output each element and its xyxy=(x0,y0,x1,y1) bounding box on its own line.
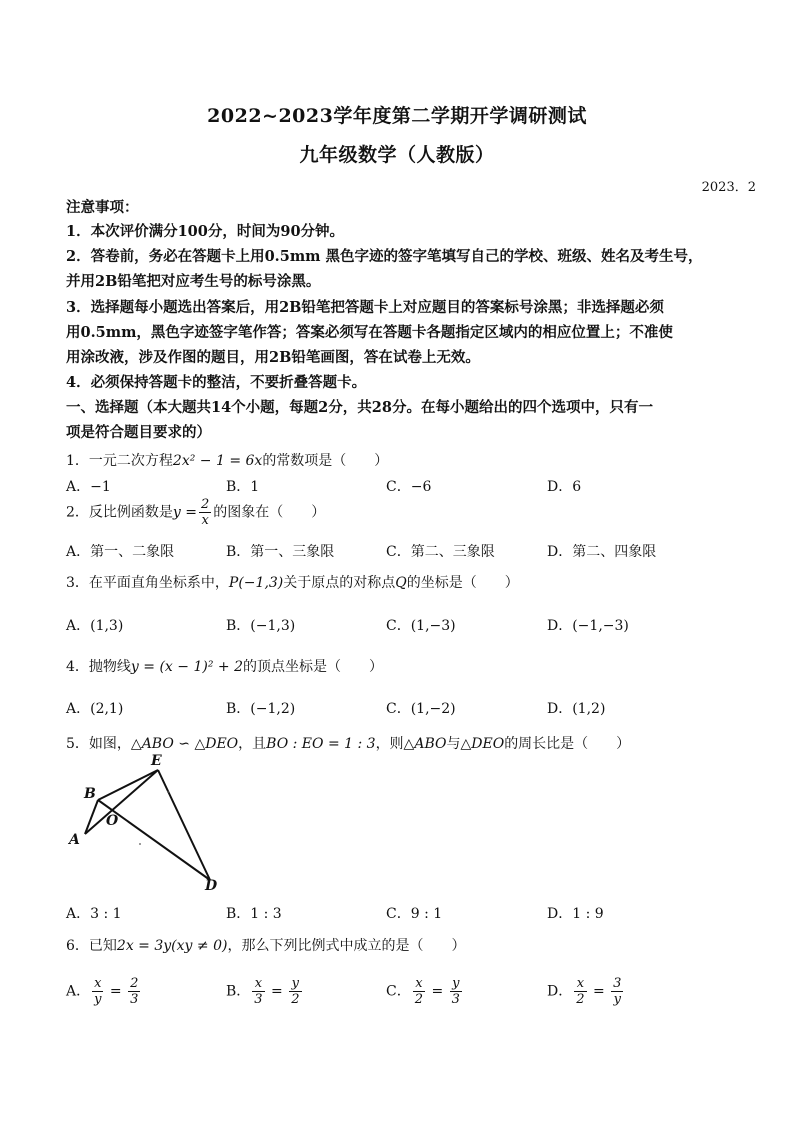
q6-option-d-frac-right xyxy=(611,976,623,1007)
q6-option-a-frac-right xyxy=(128,976,140,1007)
question-4-suffix: 的顶点坐标是（ ） xyxy=(242,659,383,675)
question-1-expr: 2x² − 1 = 6x xyxy=(172,453,263,469)
frac-den: 3 xyxy=(451,992,460,1007)
q1-option-c: C．−6 xyxy=(386,479,432,495)
question-2-fraction-den: x xyxy=(201,513,209,528)
question-5-text-1: 5．如图，△ xyxy=(66,736,142,752)
q6-option-b-frac-left xyxy=(252,976,264,1007)
question-3-mid: 关于原点的对称点 xyxy=(283,575,396,591)
frac-den: 2 xyxy=(291,992,300,1007)
q3-option-a: A．(1,3) xyxy=(66,618,124,634)
frac-num: y xyxy=(289,976,301,992)
note-3-line-2: 用0.5mm，黑色字迹签字笔作答；答案必须写在答题卡各题指定区域内的相应位置上；不准使 xyxy=(66,324,673,341)
question-3-point: P(−1,3) xyxy=(228,575,284,591)
question-5-text-2: ，且 xyxy=(238,736,267,752)
frac-den: y xyxy=(613,992,621,1007)
q2-option-a: A．第一、二象限 xyxy=(66,544,175,560)
label-a: A xyxy=(69,832,80,848)
q1-option-b: B．1 xyxy=(226,479,260,495)
label-e: E xyxy=(151,753,162,769)
note-4: 4．必须保持答题卡的整洁，不要折叠答题卡。 xyxy=(66,374,367,391)
q2-option-b: B．第一、三象限 xyxy=(226,544,335,560)
scan-dot xyxy=(167,791,169,793)
q6-option-b-label: B． xyxy=(226,983,251,1000)
question-5-abo-2: ABO xyxy=(414,736,447,752)
q3-option-d: D．(−1,−3) xyxy=(547,618,629,634)
q4-option-b: B．(−1,2) xyxy=(226,701,296,717)
exam-date: 2023．2 xyxy=(701,180,756,195)
segment-ed xyxy=(158,770,210,880)
frac-den: 3 xyxy=(130,992,139,1007)
question-5 xyxy=(66,733,630,753)
label-d: D xyxy=(205,878,218,892)
question-5-ratio: BO : EO = 1 : 3 xyxy=(266,736,376,752)
q1-option-a: A．−1 xyxy=(66,479,111,495)
question-4-expr: y = (x − 1)² + 2 xyxy=(130,659,243,675)
section-heading-line-1: 一、选择题（本大题共14个小题，每题2分，共28分。在每小题给出的四个选项中，只有一 xyxy=(66,399,653,416)
note-3-line-1: 3．选择题每小题选出答案后，用2B铅笔把答题卡上对应题目的答案标号涂黑；非选择题必须 xyxy=(66,299,664,316)
scan-dot xyxy=(139,843,141,845)
question-6-expr: 2x = 3y(xy ≠ 0) xyxy=(116,938,228,954)
frac-den: 2 xyxy=(576,992,585,1007)
label-o: O xyxy=(106,813,119,829)
frac-num: x xyxy=(252,976,264,992)
exam-subtitle: 九年级数学（人教版） xyxy=(299,144,495,166)
q6-option-d-frac-left xyxy=(574,976,586,1007)
question-4 xyxy=(66,656,383,676)
frac-num: x xyxy=(574,976,586,992)
question-3-suffix: 的坐标是（ ） xyxy=(406,575,519,591)
q2-option-d: D．第二、四象限 xyxy=(547,544,657,560)
question-5-abo: ABO xyxy=(141,736,174,752)
frac-num: x xyxy=(92,976,103,992)
q4-option-d: D．(1,2) xyxy=(547,701,606,717)
question-6 xyxy=(66,935,465,955)
segment-ae xyxy=(85,770,158,834)
q6-option-b: B． $\frac{x}{3}$ = $\frac{y}{2}$ xyxy=(226,976,300,1007)
q6-option-b-frac-right xyxy=(289,976,301,1007)
question-3-q: Q xyxy=(395,575,407,591)
q4-option-c: C．(1,−2) xyxy=(386,701,456,717)
question-5-deo-2: DEO xyxy=(471,736,505,752)
question-2-suffix: 的图象在（ ） xyxy=(213,504,326,521)
question-2-fraction-num: 2 xyxy=(201,497,210,512)
similar-triangles-figure xyxy=(60,752,230,892)
q3-option-b: B．(−1,3) xyxy=(226,618,296,634)
q6-option-c-frac-right xyxy=(450,976,462,1007)
question-5-deo: DEO xyxy=(205,736,239,752)
note-3-line-3: 用涂改液，涉及作图的题目，用2B铅笔画图，答在试卷上无效。 xyxy=(66,349,480,366)
note-1: 1．本次评价满分100分，时间为90分钟。 xyxy=(66,223,345,240)
frac-num: x xyxy=(413,976,425,992)
question-5-sim: ∽ △ xyxy=(173,736,206,752)
segment-bd xyxy=(98,800,210,880)
question-1 xyxy=(66,450,388,470)
q6-option-c-label: C． xyxy=(386,983,411,1000)
q2-option-c: C．第二、三象限 xyxy=(386,544,495,560)
question-6-suffix: ，那么下列比例式中成立的是（ ） xyxy=(227,938,466,954)
q1-option-d: D．6 xyxy=(547,479,582,495)
q4-option-a: A．(2,1) xyxy=(66,701,124,717)
question-2-prefix: 2．反比例函数是 xyxy=(66,504,173,521)
q6-option-c-frac-left xyxy=(413,976,425,1007)
q6-option-a: A． $\frac{x}{y}$ = $\frac{2}{3}$ xyxy=(66,976,139,1007)
question-2 xyxy=(66,497,325,528)
question-2-y: y = xyxy=(172,504,198,521)
question-5-text-4: 与△ xyxy=(446,736,472,752)
q3-option-c: C．(1,−3) xyxy=(386,618,456,634)
question-5-text-5: 的周长比是（ ） xyxy=(504,736,631,752)
exam-title: 2022~2023学年度第二学期开学调研测试 xyxy=(207,105,587,127)
q5-option-c: C．9 : 1 xyxy=(386,906,443,922)
frac-num: 2 xyxy=(130,976,139,991)
question-1-prefix: 1．一元二次方程 xyxy=(66,453,173,469)
note-2-line-1: 2．答卷前，务必在答题卡上用0.5mm 黑色字迹的签字笔填写自己的学校、班级、姓名及考生号， xyxy=(66,248,703,265)
q5-option-d: D．1 : 9 xyxy=(547,906,604,922)
question-2-fraction xyxy=(199,497,211,528)
q6-option-d-label: D． xyxy=(547,983,573,1000)
question-1-suffix: 的常数项是（ ） xyxy=(262,453,389,469)
frac-num: y xyxy=(450,976,462,992)
question-3-prefix: 3．在平面直角坐标系中， xyxy=(66,575,229,591)
q6-option-a-frac-left xyxy=(92,976,103,1007)
frac-num: 3 xyxy=(613,976,622,991)
question-3 xyxy=(66,572,519,592)
frac-den: y xyxy=(94,992,102,1007)
question-5-text-3: ，则△ xyxy=(375,736,415,752)
label-b: B xyxy=(84,786,96,802)
frac-den: 3 xyxy=(254,992,263,1007)
question-4-prefix: 4．抛物线 xyxy=(66,659,131,675)
q6-option-d: D． $\frac{x}{2}$ = $\frac{3}{y}$ xyxy=(547,976,622,1007)
section-heading-line-2: 项是符合题目要求的） xyxy=(66,424,211,441)
notes-heading: 注意事项： xyxy=(66,199,139,216)
frac-den: 2 xyxy=(414,992,423,1007)
note-2-line-2: 并用2B铅笔把对应考生号的标号涂黑。 xyxy=(66,273,321,290)
q6-option-c: C． $\frac{x}{2}$ = $\frac{y}{3}$ xyxy=(386,976,460,1007)
q5-option-a: A．3 : 1 xyxy=(66,906,122,922)
question-6-prefix: 6．已知 xyxy=(66,938,117,954)
q6-option-a-label: A． xyxy=(66,983,91,1000)
q5-option-b: B．1 : 3 xyxy=(226,906,282,922)
